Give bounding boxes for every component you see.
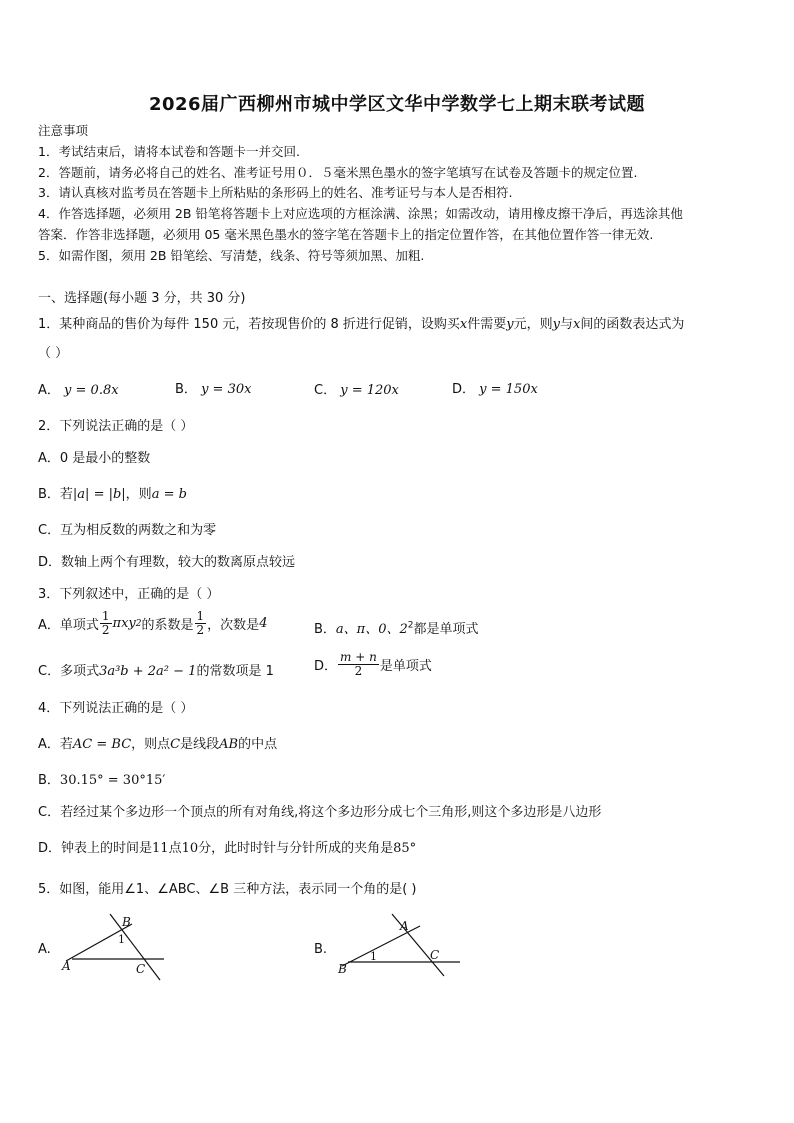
- figure-option-a: [60, 910, 170, 985]
- figure-option-b: [330, 910, 465, 980]
- notice-item: 3．请认真核对监考员在答题卡上所粘贴的条形码上的姓名、准考证号与本人是否相符.: [38, 185, 513, 200]
- notice-item: 4．作答选择题，必须用 2B 铅笔将答题卡上对应选项的方框涂满、涂黑；如需改动，请用橡皮擦干净后，再选涂其他: [38, 206, 683, 221]
- label-a: A: [62, 959, 71, 973]
- question-4-option-a[interactable]: A．若AC = BC，则点C是线段AB的中点: [38, 737, 278, 752]
- label-1: 1: [370, 950, 377, 963]
- section-heading: 一、选择题(每小题 3 分，共 30 分): [38, 291, 246, 306]
- notice-item: 答案．作答非选择题，必须用 05 毫米黑色墨水的签字笔在答题卡上的指定位置作答，在其他位置作答一律无效.: [38, 227, 654, 242]
- fraction: $\frac{1}{2}$: [101, 609, 110, 637]
- question-5-option-a-label[interactable]: A.: [38, 942, 51, 957]
- question-2-option-b[interactable]: B．若|a| = |b|，则a = b: [38, 487, 187, 502]
- line-bc: [110, 914, 160, 980]
- label-b: B: [338, 962, 347, 976]
- question-1-stem: 1．某种商品的售价为每件 150 元，若按现售价的 8 折进行促销，设购买x件需要y元，则y与x间的函数表达式为: [38, 317, 685, 332]
- notice-item: 2．答题前，请务必将自己的姓名、准考证号用０．５毫米黑色墨水的签字笔填写在试卷及答题卡的规定位置.: [38, 165, 638, 180]
- question-1-option-a[interactable]: A． y = 0.8x: [38, 383, 119, 398]
- fraction: $\frac{1}{2}$: [196, 609, 205, 637]
- question-3-option-c[interactable]: C．多项式3a³b + 2a² − 1的常数项是 1: [38, 664, 274, 679]
- question-4-option-b[interactable]: B．30.15° = 30°15′: [38, 773, 166, 788]
- fraction: $\frac{m + n}{2}$: [340, 650, 377, 678]
- question-1-option-c[interactable]: C． y = 120x: [314, 383, 399, 398]
- question-2-option-a[interactable]: A．0 是最小的整数: [38, 451, 151, 466]
- question-4-option-d[interactable]: D．钟表上的时间是11点10分，此时时针与分针所成的夹角是85°: [38, 841, 417, 856]
- question-1-option-b[interactable]: B． y = 30x: [175, 382, 252, 397]
- question-4-stem: 4．下列说法正确的是（ ）: [38, 701, 194, 716]
- question-2-option-c[interactable]: C．互为相反数的两数之和为零: [38, 523, 217, 538]
- question-5-stem: 5．如图，能用∠1、∠ABC、∠B 三种方法，表示同一个角的是( ): [38, 882, 417, 897]
- question-4-option-c[interactable]: C．若经过某个多边形一个顶点的所有对角线,将这个多边形分成七个三角形,则这个多边形是八边形: [38, 805, 602, 820]
- label-a: A: [400, 919, 409, 933]
- label-b: B: [122, 915, 131, 929]
- question-3-option-a[interactable]: A．单项式 $\frac{1}{2}$ πxy 2 的系数是 $\frac{1}{2}$ ，次数是 4: [38, 609, 268, 637]
- label-1: 1: [118, 933, 125, 946]
- label-c: C: [430, 948, 440, 962]
- question-3-option-d[interactable]: D． $\frac{m + n}{2}$ 是单项式: [314, 650, 432, 678]
- notice-item: 5．如需作图，须用 2B 铅笔绘、写清楚，线条、符号等须加黑、加粗.: [38, 248, 425, 263]
- label-c: C: [136, 962, 146, 976]
- question-2-option-d[interactable]: D．数轴上两个有理数，较大的数离原点较远: [38, 555, 296, 570]
- notice-item: 1．考试结束后，请将本试卷和答题卡一并交回.: [38, 144, 300, 159]
- question-3-stem: 3．下列叙述中，正确的是（ ）: [38, 587, 220, 602]
- page-title: 2026届广西柳州市城中学区文华中学数学七上期末联考试题: [148, 94, 646, 115]
- notice-heading: 注意事项: [38, 123, 89, 138]
- question-1-paren: （ ）: [38, 346, 69, 361]
- question-1-option-d[interactable]: D． y = 150x: [452, 382, 538, 397]
- question-3-option-b[interactable]: B．a、π、0、$2^2$都是单项式: [314, 620, 479, 637]
- question-2-stem: 2．下列说法正确的是（ ）: [38, 419, 194, 434]
- question-5-option-b-label[interactable]: B.: [314, 942, 328, 957]
